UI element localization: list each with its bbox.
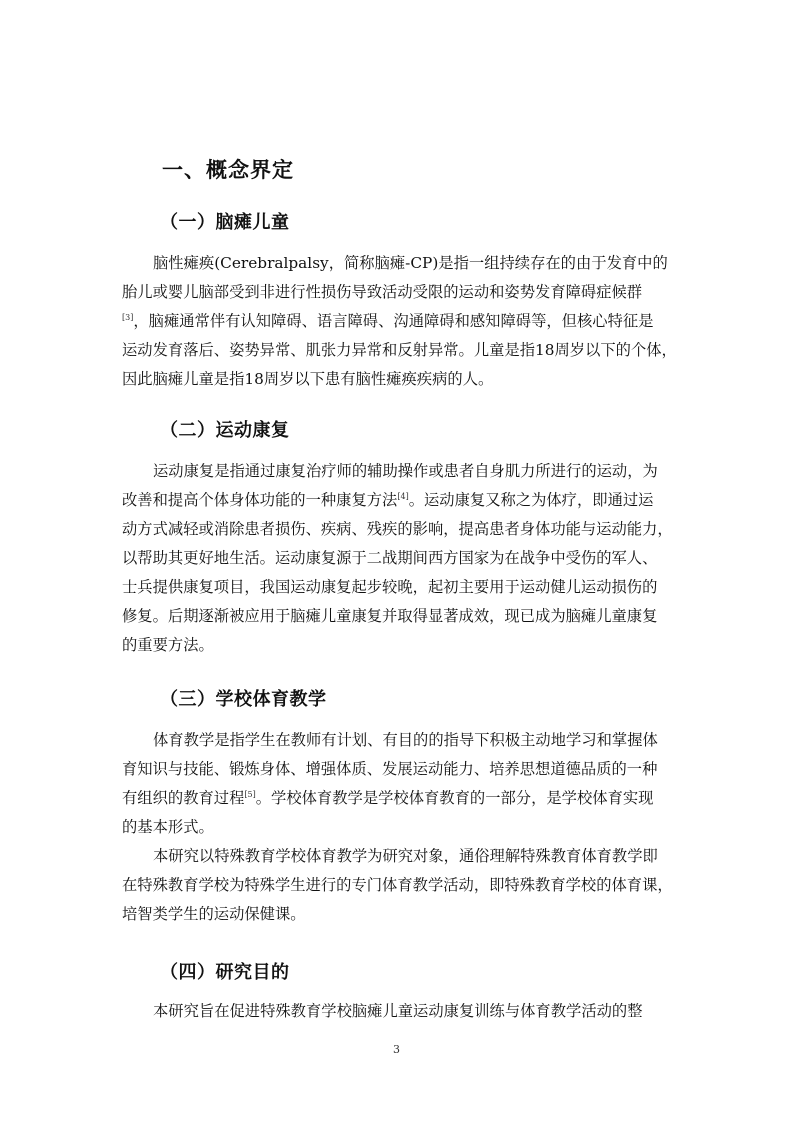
text-line: 本研究以特殊教育学校体育教学为研究对象，通俗理解特殊教育体育教学即 [153,847,658,865]
paragraph-exercise-rehabilitation [122,457,680,660]
text-line: 体育教学是指学生在教师有计划、有目的的指导下积极主动地学习和掌握体 [153,731,658,749]
text-fragment: 。学校体育教学是学校体育教育的一部分，是学校体育实现 [255,789,654,807]
paragraph-research-purpose [122,997,680,1026]
citation-ref: [5] [244,790,256,799]
citation-ref: [4] [397,492,409,501]
text-line: 修复。后期逐渐被应用于脑瘫儿童康复并取得显著成效，现已成为脑瘫儿童康复 [122,607,658,625]
text-line: 因此脑瘫儿童是指18周岁以下患有脑性瘫痪疾病的人。 [122,370,494,388]
section-heading-exercise-rehabilitation: （二）运动康复 [160,420,290,441]
text-line: 运动康复是指通过康复治疗师的辅助操作或患者自身肌力所进行的运动，为 [153,462,658,480]
text-line [122,784,680,813]
text-line: 士兵提供康复项目，我国运动康复起步较晚，起初主要用于运动健儿运动损伤的 [122,578,658,596]
section-heading-research-purpose: （四）研究目的 [160,962,290,983]
paragraph-cerebral-palsy-definition [122,249,680,394]
text-fragment: ，脑瘫通常伴有认知障碍、语言障碍、沟通障碍和感知障碍等，但核心特征是 [133,312,654,330]
text-fragment: 有组织的教育过程 [122,789,245,807]
text-line: 本研究旨在促进特殊教育学校脑瘫儿童运动康复训练与体育教学活动的整 [153,1002,643,1020]
text-line: 以帮助其更好地生活。运动康复源于二战期间西方国家为在战争中受伤的军人、 [122,549,658,567]
text-line: 培智类学生的运动保健课。 [122,905,306,923]
section-heading-cerebral-palsy-children: （一）脑瘫儿童 [160,212,290,233]
text-fragment: 改善和提高个体身体功能的一种康复方法 [122,491,398,509]
text-line: 运动发育落后、姿势异常、肌张力异常和反射异常。儿童是指18周岁以下的个体， [122,341,677,359]
text-line: 的基本形式。 [122,818,214,836]
chapter-heading: 一、概念界定 [162,158,294,182]
text-line [122,486,680,515]
text-line: 育知识与技能、锻炼身体、增强体质、发展运动能力、培养思想道德品质的一种 [122,760,658,778]
citation-ref: [3] [122,313,134,322]
text-line: 在特殊教育学校为特殊学生进行的专门体育教学活动，即特殊教育学校的体育课， [122,876,673,894]
text-line: 脑性瘫痪(Cerebralpalsy，简称脑瘫-CP)是指一组持续存在的由于发育中的 [153,254,668,272]
text-fragment: 。运动康复又称之为体疗，即通过运 [408,491,654,509]
text-line [122,307,680,336]
text-line: 的重要方法。 [122,636,214,654]
text-line: 动方式减轻或消除患者损伤、疾病、残疾的影响，提高患者身体功能与运动能力， [122,520,673,538]
page-number: 3 [393,1043,400,1056]
paragraph-pe-teaching-definition [122,726,680,842]
section-heading-school-pe-teaching: （三）学校体育教学 [160,689,327,710]
text-line: 胎儿或婴儿脑部受到非进行性损伤导致活动受限的运动和姿势发育障碍症候群 [122,283,643,301]
paragraph-research-object [122,842,680,929]
